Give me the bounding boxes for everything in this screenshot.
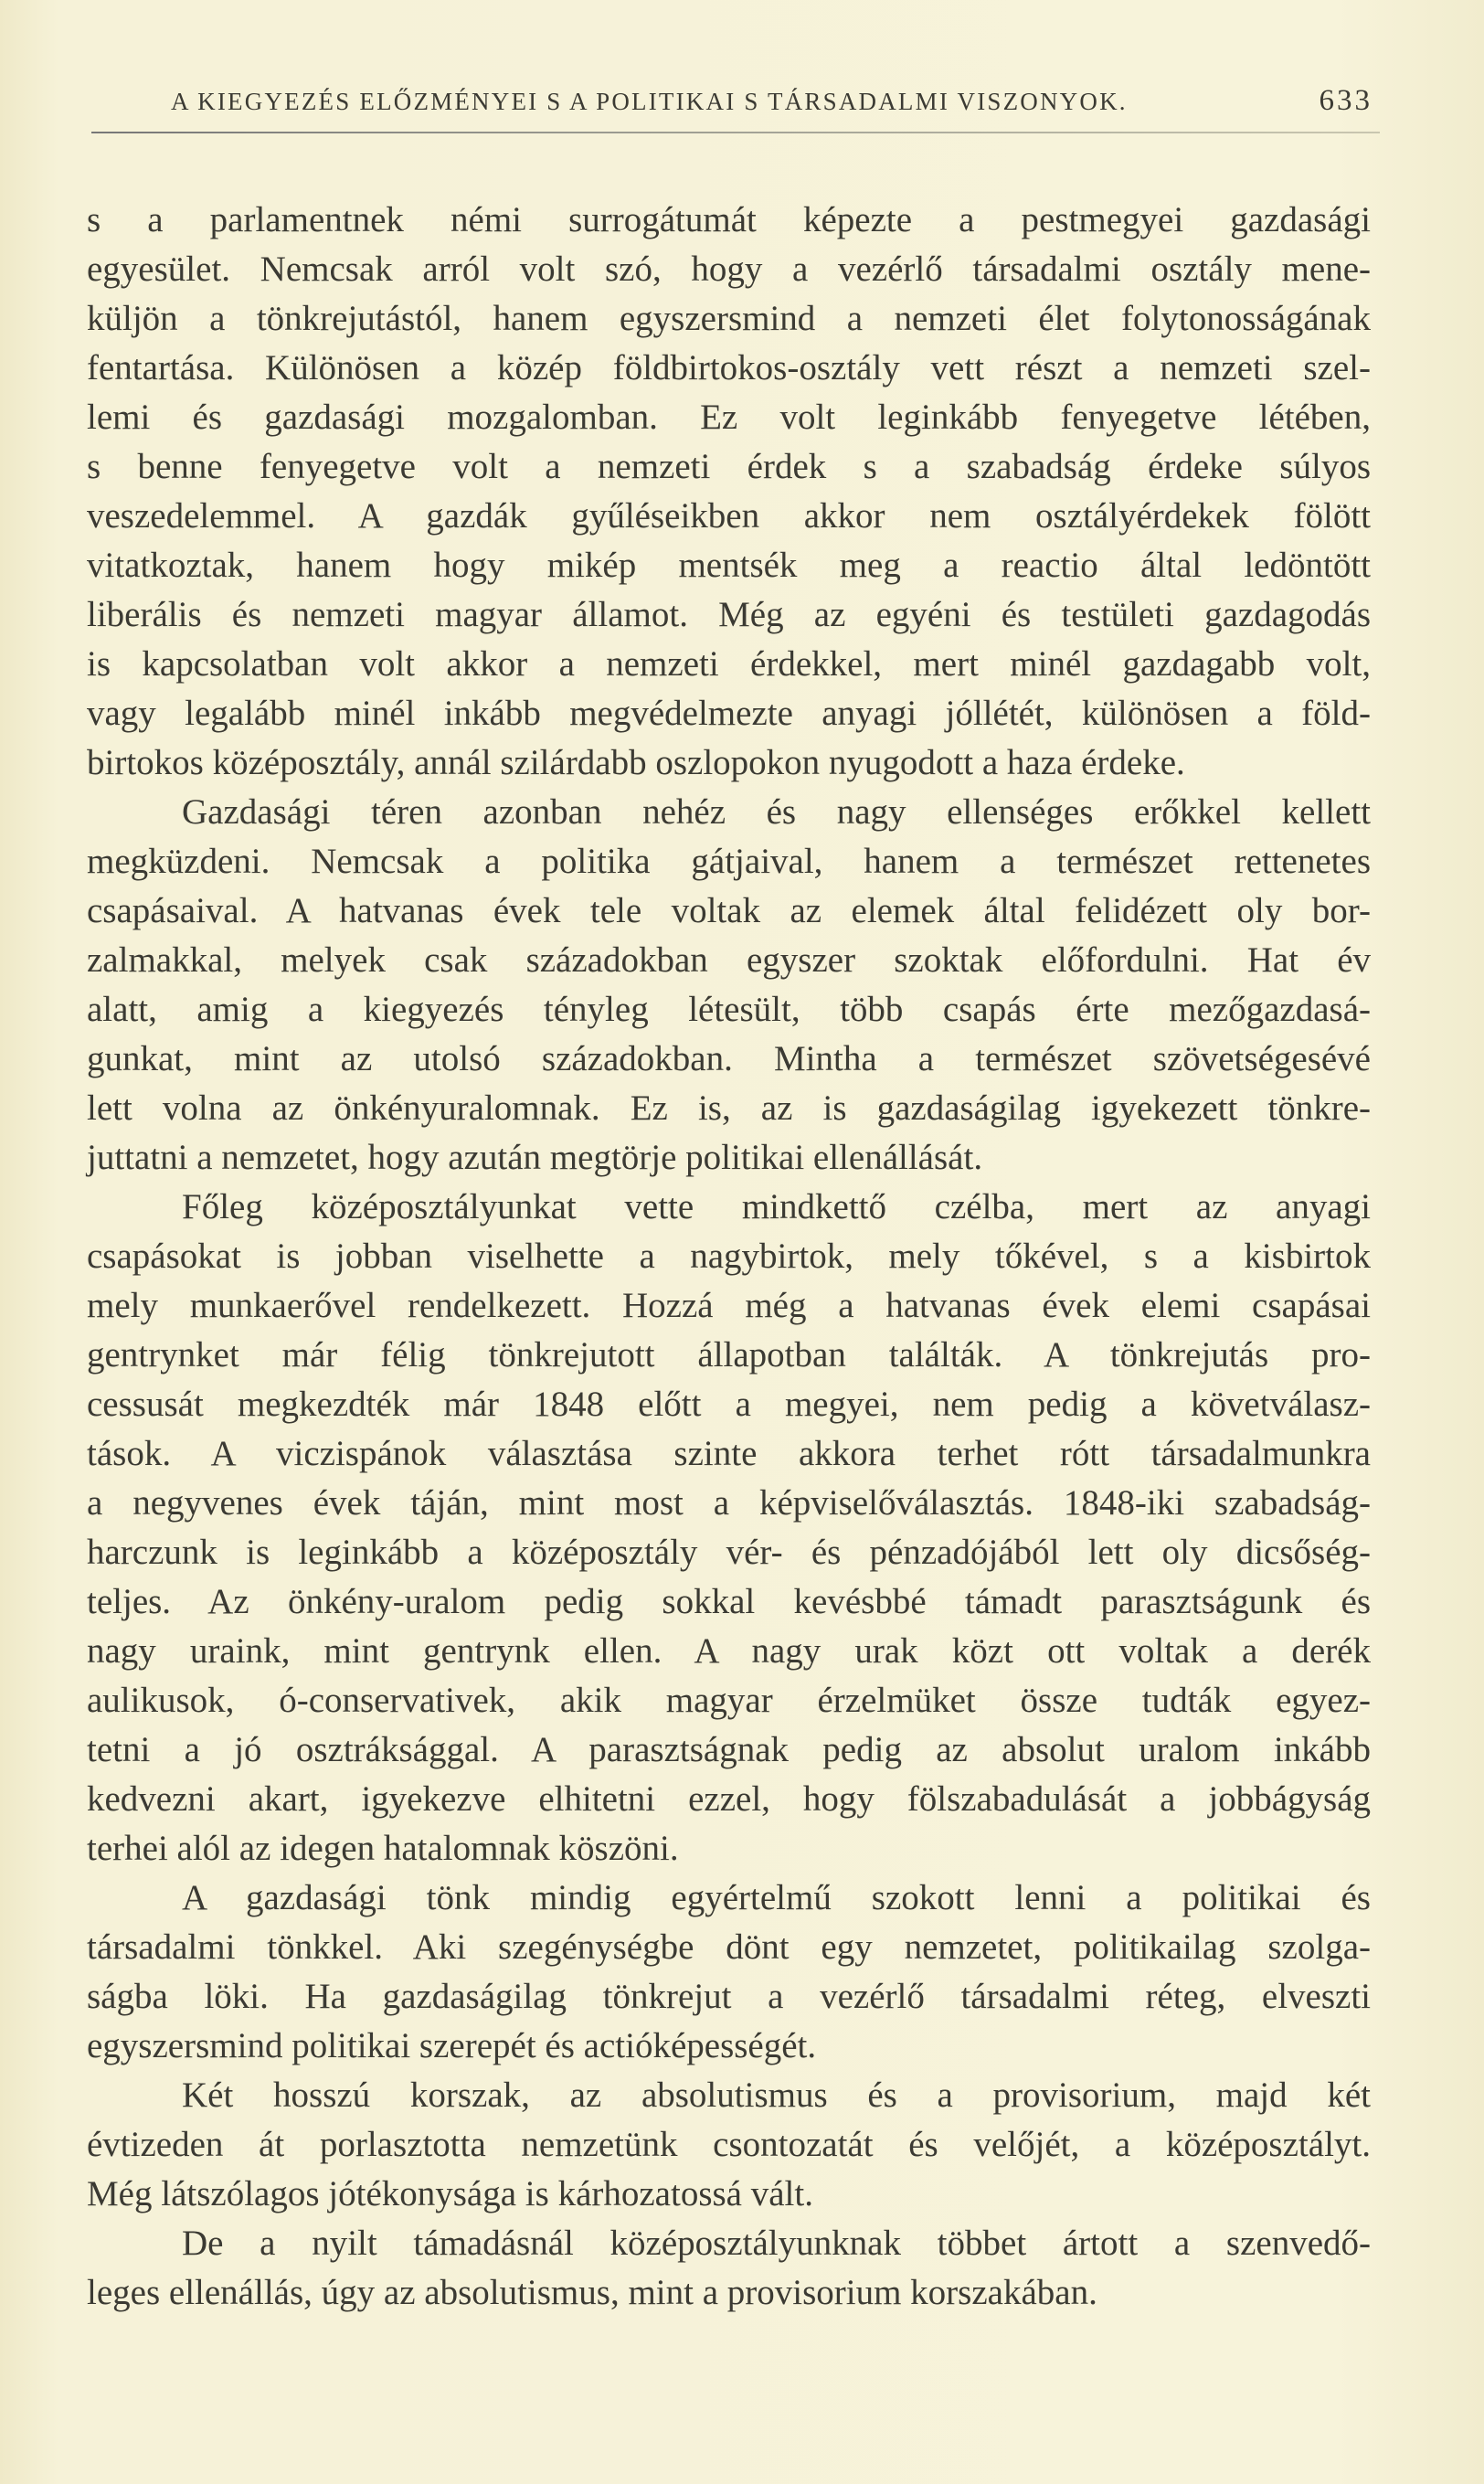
text-line <box>87 1084 1371 1133</box>
text-line-content: lemi és gazdasági mozgalomban. Ez volt leginkább fenyegetve létében, <box>87 398 1371 437</box>
text-line-content: gentrynket már félig tönkrejutott állapotban találták. A tönkrejutás pro- <box>87 1335 1371 1375</box>
text-line-content: s benne fenyegetve volt a nemzeti érdek s a szabadság érdeke súlyos <box>87 447 1371 486</box>
text-line-content: fentartása. Különösen a közép földbirtokos-osztály vett részt a nemzeti szel- <box>87 348 1371 387</box>
text-line <box>87 1331 1371 1380</box>
text-line <box>87 689 1371 738</box>
text-line-content: nagy uraink, mint gentrynk ellen. A nagy urak közt ott voltak a derék <box>87 1631 1371 1671</box>
header-rule <box>91 132 1380 133</box>
text-line-content: terhei alól az idegen hatalomnak köszöni. <box>87 1829 679 1868</box>
text-line <box>87 294 1371 344</box>
text-line <box>87 1577 1371 1627</box>
running-header <box>137 84 1380 128</box>
text-line <box>87 837 1371 886</box>
text-line-content: ságba löki. Ha gazdaságilag tönkrejut a vezérlő társadalmi réteg, elveszti <box>87 1977 1371 2016</box>
text-line-content: Két hosszú korszak, az absolutismus és a provisorium, majd két <box>182 2075 1371 2115</box>
text-line-content: s a parlamentnek némi surrogátumát képezte a pestmegyei gazdasági <box>87 200 1371 239</box>
text-line <box>87 1232 1371 1281</box>
text-line-content: juttatni a nemzetet, hogy azután megtörje politikai ellenállását. <box>87 1138 983 1177</box>
text-line <box>87 985 1371 1035</box>
text-line <box>87 2022 1371 2071</box>
text-line-content: mely munkaerővel rendelkezett. Hozzá még a hatvanas évek elemi csapásai <box>87 1286 1371 1325</box>
text-line <box>87 738 1371 788</box>
text-line <box>87 590 1371 640</box>
text-line <box>87 788 1371 837</box>
text-line <box>87 1923 1371 1972</box>
text-line <box>87 1874 1371 1923</box>
text-line <box>87 1281 1371 1331</box>
text-line <box>87 344 1371 393</box>
body-text <box>87 196 1371 2318</box>
text-line <box>87 886 1371 936</box>
text-line-content: Gazdasági téren azonban nehéz és nagy ellenséges erőkkel kellett <box>182 792 1371 832</box>
text-line-content: Főleg középosztályunkat vette mindkettő czélba, mert az anyagi <box>182 1187 1371 1226</box>
text-line <box>87 1429 1371 1479</box>
text-line-content: harczunk is leginkább a középosztály vér- és pénzadójából lett oly dicsőség- <box>87 1533 1371 1572</box>
text-line-content: vitatkoztak, hanem hogy mikép mentsék meg a reactio által ledöntött <box>87 546 1371 585</box>
text-line-content: cessusát megkezdték már 1848 előtt a megyei, nem pedig a követválasz- <box>87 1385 1371 1424</box>
text-line-content: leges ellenállás, úgy az absolutismus, mint a provisorium korszakában. <box>87 2273 1097 2312</box>
text-line <box>87 1627 1371 1676</box>
text-line-content: birtokos középosztály, annál szilárdabb oszlopokon nyugodott a haza érdeke. <box>87 743 1185 782</box>
text-line-content: Még látszólagos jótékonysága is kárhozatossá vált. <box>87 2174 813 2213</box>
text-line-content: egyszersmind politikai szerepét és actióképességét. <box>87 2026 817 2065</box>
text-line <box>87 2120 1371 2170</box>
text-line-content: megküzdeni. Nemcsak a politika gátjaival, hanem a természet rettenetes <box>87 842 1371 881</box>
text-line-content: alatt, amig a kiegyezés tényleg létesült, több csapás érte mezőgazdasá- <box>87 990 1371 1029</box>
text-line <box>87 1133 1371 1183</box>
text-line <box>87 1676 1371 1725</box>
text-line-content: vagy legalább minél inkább megvédelmezte anyagi jóllétét, különösen a föld- <box>87 694 1371 733</box>
text-line-content: csapásokat is jobban viselhette a nagybirtok, mely tőkével, s a kisbirtok <box>87 1237 1371 1276</box>
text-line <box>87 1183 1371 1232</box>
text-line <box>87 1972 1371 2022</box>
text-line-content: évtizeden át porlasztotta nemzetünk csontozatát és velőjét, a középosztályt. <box>87 2125 1371 2164</box>
text-line-content: lett volna az önkényuralomnak. Ez is, az is gazdaságilag igyekezett tönkre- <box>87 1088 1371 1128</box>
text-line-content: veszedelemmel. A gazdák gyűléseikben akkor nem osztályérdekek fölött <box>87 496 1371 536</box>
text-line-content: is kapcsolatban volt akkor a nemzeti érdekkel, mert minél gazdagabb volt, <box>87 644 1371 684</box>
text-line-content: társadalmi tönkkel. Aki szegénységbe dönt egy nemzetet, politikailag szolga- <box>87 1927 1371 1967</box>
text-line <box>87 196 1371 245</box>
text-line <box>87 393 1371 442</box>
text-line <box>87 2219 1371 2268</box>
text-line <box>87 492 1371 541</box>
text-line <box>87 1824 1371 1874</box>
text-line <box>87 541 1371 590</box>
text-line <box>87 1725 1371 1775</box>
text-line <box>87 640 1371 689</box>
text-line-content: kedvezni akart, igyekezve elhitetni ezzel, hogy fölszabadulását a jobbágyság <box>87 1779 1371 1819</box>
text-line <box>87 1035 1371 1084</box>
text-line <box>87 1528 1371 1577</box>
text-line <box>87 245 1371 294</box>
text-line-content: küljön a tönkrejutástól, hanem egyszersmind a nemzeti élet folytonosságának <box>87 299 1371 338</box>
text-line-content: csapásaival. A hatvanas évek tele voltak az elemek által felidézett oly bor- <box>87 891 1371 930</box>
text-line-content: aulikusok, ó-conservativek, akik magyar érzelmüket össze tudták egyez- <box>87 1681 1371 1720</box>
paragraph <box>87 2071 1371 2219</box>
running-title: A KIEGYEZÉS ELŐZMÉNYEI S A POLITIKAI S TÁRSADALMI VISZONYOK. <box>171 88 1128 115</box>
text-line-content: gunkat, mint az utolsó századokban. Mintha a természet szövetségesévé <box>87 1039 1371 1078</box>
text-line <box>87 2071 1371 2120</box>
text-line-content: zalmakkal, melyek csak századokban egyszer szoktak előfordulni. Hat év <box>87 940 1371 980</box>
text-line-content: De a nyilt támadásnál középosztályunknak többet ártott a szenvedő- <box>182 2224 1371 2263</box>
text-line-content: teljes. Az önkény-uralom pedig sokkal kevésbbé támadt parasztságunk és <box>87 1582 1371 1621</box>
text-line-content: A gazdasági tönk mindig egyértelmű szokott lenni a politikai és <box>182 1878 1371 1917</box>
text-line <box>87 1380 1371 1429</box>
text-line <box>87 2268 1371 2318</box>
page-number: 633 <box>1319 84 1373 117</box>
paragraph <box>87 196 1371 788</box>
text-line-content: tások. A viczispánok választása szinte akkora terhet rótt társadalmunkra <box>87 1434 1371 1473</box>
text-line-content: a negyvenes évek táján, mint most a képviselőválasztás. 1848-iki szabadság- <box>87 1483 1371 1523</box>
paragraph <box>87 1874 1371 2071</box>
text-line <box>87 2170 1371 2219</box>
text-line-content: egyesület. Nemcsak arról volt szó, hogy a vezérlő társadalmi osztály mene- <box>87 249 1371 289</box>
text-line-content: liberális és nemzeti magyar államot. Még az egyéni és testületi gazdagodás <box>87 595 1371 634</box>
text-line <box>87 442 1371 492</box>
paragraph <box>87 2219 1371 2318</box>
text-line <box>87 1775 1371 1824</box>
paragraph <box>87 788 1371 1183</box>
text-line <box>87 936 1371 985</box>
text-line <box>87 1479 1371 1528</box>
paragraph <box>87 1183 1371 1874</box>
text-line-content: tetni a jó osztráksággal. A parasztságnak pedig az absolut uralom inkább <box>87 1730 1371 1769</box>
